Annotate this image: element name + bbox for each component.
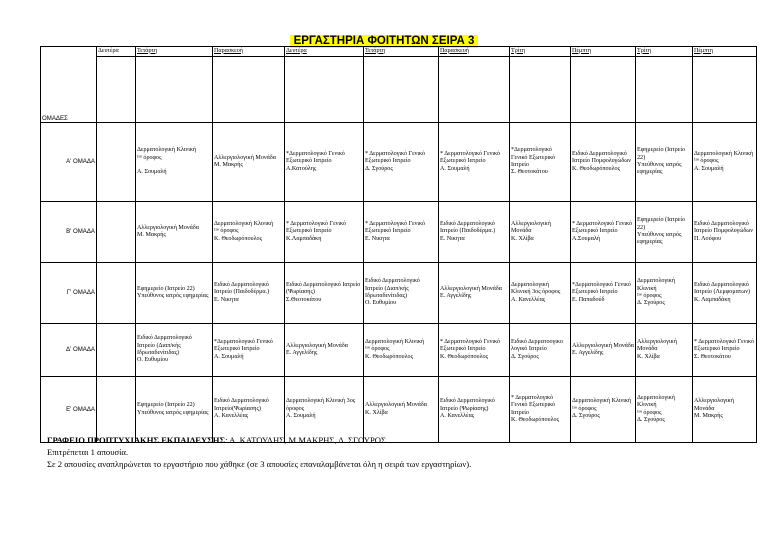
day-header: Τρίτη (510, 47, 571, 57)
instructor-name: Π. Λούφου (694, 235, 722, 242)
instructor-name: Κ. Θεοδωρόπουλος (214, 235, 262, 242)
instructor-name: Α. Σουμαλή (214, 353, 244, 360)
instructor-name: Κ.Λαμπαδάκη (286, 235, 322, 242)
instructor-name: Σ. Θεοτοκάτου (511, 169, 548, 176)
group-rows (41, 123, 757, 443)
instructor-name: Κ. Χλίβα (637, 353, 660, 360)
schedule-cell (97, 377, 136, 443)
schedule-cell (571, 263, 636, 324)
group-label: Δ' ΟΜΑΔΑ (41, 324, 97, 377)
footer-notes (47, 434, 471, 470)
instructor-name: Ε. Αγγελίδης (572, 350, 604, 356)
lab-line: Δερματολογική Κλινική (137, 147, 197, 154)
header-spacer-cell (571, 57, 636, 123)
instructor-name: Υπεύθυνος ιατρός εφημερίας (637, 162, 682, 176)
schedule-cell (571, 324, 636, 377)
instructor-name: Σ. Θεοτοκάτου (694, 353, 731, 360)
schedule-cell (510, 377, 571, 443)
day-header: Παρασκευή (213, 47, 285, 57)
instructor-name: Α.Σουμαλή (572, 235, 601, 242)
schedule-cell (97, 263, 136, 324)
lab-line: Ειδικό Δερματολογικό Ιατρείο Πομφολυγώδων (694, 220, 753, 235)
lab-line: Ειδικό Δερματολογικό Ιατρείο (Διαπ/κής Ιδρωταδενίτιδας) (137, 335, 192, 356)
document-title: ΕΡΓΑΣΤΗΡΙΑ ΦΟΙΤΗΤΩΝ ΣΕΙΡΑ 3 (290, 35, 479, 48)
schedule-cell (693, 202, 757, 263)
office-label: ΓΡΑΦΕΙΟ ΠΡΟΠΤΥΧΙΑΚΗΣ ΕΚΠΑΙΔΕΥΣΗΣ (47, 435, 226, 445)
lab-line: ¹ᵒˢ όροφος (365, 346, 390, 353)
schedule-cell (439, 324, 510, 377)
instructor-name: Ε. Νικητα (214, 296, 239, 303)
lab-line: * Δερματολογικό Γενικό Εξωτερικό Ιατρείο (286, 220, 347, 235)
lab-line: ¹ᵒˢ όροφος (572, 405, 597, 412)
header-spacer-cell (136, 57, 213, 123)
lab-line: Εφημερείο (Ιατρείο 22) (137, 402, 195, 409)
group-label: Β' ΟΜΑΔΑ (41, 202, 97, 263)
header-spacer-cell (636, 57, 693, 123)
day-header: Πέμπτη (693, 47, 757, 57)
schedule-cell (136, 123, 213, 202)
instructor-name: Α. Σουμαλή (137, 169, 167, 176)
lab-line: Ειδικό Δερματολογικό Ιατρείο (Διαπ/κής Ιδρωταδενίτιδας) (365, 278, 420, 299)
instructor-name: Ε. Νικητα (365, 235, 390, 242)
instructor-name: Κ. Χλίβα (511, 235, 534, 242)
lab-line: Αλλεργιολογική Μονάδα (440, 285, 502, 292)
lab-line: Αλλεργιολογική Μονάδα (637, 338, 677, 353)
schedule-cell (510, 202, 571, 263)
lab-line: Αλλεργιολογική Μονάδα (365, 402, 427, 409)
office-names: : Α. ΚΑΤΟΥΛΗΣ, Μ.ΜΑΚΡΗΣ, Δ. ΣΓΟΥΡΟΣ (225, 435, 386, 445)
instructor-name: Μ. Μακρής (694, 413, 723, 420)
instructor-name: Κ. Θεοδωρόπουλος (572, 165, 620, 172)
day-header: Τετάρτη (136, 47, 213, 57)
lab-line: Ειδικό Δερματολογικό Ιατρείο (Ψωρίασης) (440, 398, 495, 412)
schedule-cell (571, 202, 636, 263)
instructor-name: Ε. Αγγελίδης (286, 350, 318, 356)
instructor-name: Α. Κανελλέας (511, 296, 546, 303)
lab-line: Αλλεργιολογική Μονάδα (511, 220, 551, 235)
lab-line: ¹ᵒˢ όροφος (214, 228, 239, 235)
schedule-cell (636, 123, 693, 202)
lab-line: *Δερματολογικό Γενικό Εξωτερικό Ιατρείο (214, 338, 273, 353)
lab-line: * Δερματολογικό Γενικό Εξωτερικό Ιατρείο (365, 220, 426, 235)
schedule-cell (213, 123, 285, 202)
schedule-cell (439, 377, 510, 443)
lab-line: Ειδικό Δερματολογικό Ιατρείο Πομφολυγώδων (572, 150, 631, 165)
schedule-cell (439, 263, 510, 324)
instructor-name: Α. Σουμαλή (286, 413, 316, 420)
schedule-cell (636, 202, 693, 263)
lab-line (137, 162, 211, 169)
group-row (41, 202, 757, 263)
lab-line: * Δερματολογικό Γενικό Εξωτερικό Ιατρείο (511, 394, 556, 416)
lab-line: Δερματολογική Κλινική (572, 398, 632, 405)
schedule-cell (136, 324, 213, 377)
schedule-cell (364, 202, 439, 263)
lab-line: * Δερματολογικό Γενικό Εξωτερικό Ιατρείο (572, 220, 633, 235)
schedule-cell (213, 202, 285, 263)
lab-line: Δερματολογική Κλινική (694, 150, 754, 157)
schedule-cell (571, 123, 636, 202)
lab-line: Δερματολογική Κλινική (637, 394, 676, 409)
lab-line: Αλλεργιολογική Μονάδα (694, 398, 734, 412)
instructor-name (98, 406, 134, 413)
group-row (41, 263, 757, 324)
header-spacer-cell (97, 57, 136, 123)
instructor-name: Κ. Χλίβα (365, 409, 388, 416)
instructor-name: Δ. Σγούρος (511, 353, 539, 360)
schedule-cell (693, 324, 757, 377)
schedule-cell (439, 123, 510, 202)
lab-line: Δερματολογική Κλινική 3ος όροφος (511, 281, 561, 296)
header-spacer-row (41, 57, 757, 123)
schedule-cell (636, 377, 693, 443)
lab-line: Αλλεργιολογική Μονάδα (214, 154, 276, 161)
instructor-name: Α. Κανελλέας (214, 413, 249, 420)
schedule-cell (439, 202, 510, 263)
instructor-name: Μ. Μακρής (214, 162, 243, 168)
lab-line: Ειδικό Δερματολογικό Ιατρείο (Ψωρίασης) (286, 281, 361, 296)
group-label: Γ' ΟΜΑΔΑ (41, 263, 97, 324)
header-spacer-cell (510, 57, 571, 123)
lab-line: Δερματολογική Κλινική (365, 338, 425, 345)
lab-line: Εφημερείο (Ιατρείο 22) (637, 217, 686, 231)
instructor-name: Α. Κανελλέας (440, 413, 475, 420)
instructor-name: Α.Κατούλης (286, 165, 317, 172)
schedule-cell (285, 324, 364, 377)
group-row (41, 377, 757, 443)
instructor-name: Ε. Αγγελίδης (440, 293, 472, 299)
instructor-name (98, 289, 134, 296)
schedule-cell (510, 324, 571, 377)
instructor-name: Κ. Θεοδωρόπουλος (440, 353, 488, 360)
lab-line: ¹ᵒˢ όροφος (637, 293, 662, 299)
schedule-cell (364, 377, 439, 443)
instructor-name: Ε. Παπαδούδ (572, 296, 605, 303)
lab-line: * Δερματολογικό Γενικό Εξωτερικό Ιατρείο (365, 150, 426, 165)
schedule-cell (213, 377, 285, 443)
instructor-name: Δ. Σγούρος (365, 165, 393, 172)
instructor-name: Υπεύθυνος ιατρός εφημερίας (637, 232, 682, 246)
lab-line: ¹ᵒˢ όροφος (637, 409, 662, 416)
schedule-cell (97, 324, 136, 377)
schedule-cell (693, 377, 757, 443)
schedule-cell (364, 123, 439, 202)
lab-line: Εφημερείο (Ιατρείο 22) (637, 147, 686, 161)
instructor-name: Κ. Λαμπαδάκη (694, 296, 731, 303)
lab-line: Ειδικό Δερματολογικό Ιατρείο (Λεμφοματων) (694, 281, 751, 296)
instructor-name: Κ. Θεοδωρόπουλος (365, 353, 413, 360)
lab-line: Ειδικό Δερματολογικό Ιατρείο(Ψωρίασης) (214, 398, 269, 412)
day-header: Τετάρτη (364, 47, 439, 57)
lab-line: * Δερματολογικό Γενικό Εξωτερικό Ιατρείο (440, 150, 501, 165)
instructor-name: Ο. Ευθυμίου (365, 300, 397, 307)
group-label: Α' ΟΜΑΔΑ (41, 123, 97, 202)
lab-line: *Δερματολογικό Γενικό Εξωτερικό Ιατρείο (286, 150, 345, 165)
day-header: Δευτέρα (285, 47, 364, 57)
lab-line: * Δερματολογικό Γενικό Εξωτερικό Ιατρείο (694, 338, 755, 353)
lab-line: Αλλεργιολογική Μονάδα (286, 342, 348, 349)
instructor-name: Κ. Θεοδωρόπουλος (511, 416, 559, 423)
lab-line: Αλλεργιολογική Μονάδα (137, 224, 199, 231)
schedule-cell (97, 202, 136, 263)
instructor-name: Δ. Σγούρος (572, 413, 600, 420)
instructor-name: Υπεύθυνος ιατρός εφημερίας (137, 293, 209, 299)
instructor-name (98, 346, 134, 353)
lab-line: Δερματολογική Κλινική (214, 220, 274, 227)
lab-line: *Δερματολογικό Γενικό Εξωτερικό Ιατρείο (511, 147, 556, 168)
lab-line: Ειδικό Δερματολογικό Ιατρείο (Παιδοδέρμα.) (440, 220, 496, 235)
schedule-cell (213, 263, 285, 324)
schedule-cell (285, 202, 364, 263)
schedule-cell (636, 263, 693, 324)
absence-rule: Επιτρέπεται 1 απουσία. (47, 447, 129, 457)
schedule-cell (693, 123, 757, 202)
day-header: Τρίτη (636, 47, 693, 57)
instructor-name (98, 158, 134, 165)
lab-line: * Δερματολογικό Γενικό Εξωτερικό Ιατρείο (440, 338, 501, 353)
instructor-name: Σ.Θεοτοκάτου (286, 296, 322, 303)
header-spacer-cell (439, 57, 510, 123)
schedule-cell (693, 263, 757, 324)
schedule-cell (285, 123, 364, 202)
instructor-name: Μ. Μακρής (137, 232, 166, 238)
schedule-cell (136, 202, 213, 263)
makeup-rule: Σε 2 απουσίες αναπληρώνεται το εργαστήριο που χάθηκε (σε 3 απουσίες επαναλαμβάνεται όλη η σειρά των εργαστηρίων). (47, 459, 472, 469)
group-row (41, 324, 757, 377)
day-header: Πέμπτη (571, 47, 636, 57)
lab-line: Ειδικό Δερματοογικο λογικό Ιατρείο (511, 338, 563, 353)
group-row (41, 123, 757, 202)
instructor-name: Υπεύθυνος ιατρός εφημερίας (137, 409, 209, 416)
header-spacer-cell (693, 57, 757, 123)
instructor-name (98, 228, 134, 235)
schedule-cell (571, 377, 636, 443)
instructor-name: Δ. Σγούρος (637, 416, 665, 423)
lab-line: Ειδικό Δερματολογικό Ιατρείο (Παιδοδέρμα.) (214, 281, 270, 296)
header-spacer-cell (364, 57, 439, 123)
instructor-name: Α. Σουμαλή (694, 165, 724, 172)
schedule-cell (136, 377, 213, 443)
instructor-name: Α. Σουμαλή (440, 165, 470, 172)
schedule-cell (510, 263, 571, 324)
instructor-name: Ο. Ευθυμίου (137, 357, 169, 364)
lab-line: Αλλεργιολογική Μονάδα (572, 342, 634, 349)
day-header-row (41, 47, 757, 57)
office-line (47, 434, 471, 446)
lab-line: Δερματολογική Κλινική (637, 278, 676, 292)
schedule-cell (285, 377, 364, 443)
header-spacer-cell (213, 57, 285, 123)
schedule-cell (364, 324, 439, 377)
schedule-cell (285, 263, 364, 324)
schedule-cell (97, 123, 136, 202)
schedule-table (40, 46, 757, 443)
lab-line: ¹ᵒˢ όροφος (694, 158, 719, 165)
lab-line: Δερματολογική Κλινική 3ος όροφος (286, 398, 356, 412)
schedule-cell (213, 324, 285, 377)
schedule-cell (636, 324, 693, 377)
lab-line: Εφημερείο (Ιατρείο 22) (137, 285, 195, 292)
instructor-name: Δ. Σγούρος (637, 300, 665, 307)
lab-line: *Δερματολογικό Γενικό Εξωτερικό Ιατρείο (572, 281, 631, 296)
group-label: Ε' ΟΜΑΔΑ (41, 377, 97, 443)
lab-line: ¹ᵒˢ όροφος (137, 154, 162, 161)
schedule-cell (510, 123, 571, 202)
corner-label: ΟΜΑΔΕΣ (41, 47, 97, 123)
day-header: Δευτέρα (97, 47, 136, 57)
day-header: Παρασκευή (439, 47, 510, 57)
schedule-cell (136, 263, 213, 324)
schedule-cell (364, 263, 439, 324)
header-spacer-cell (285, 57, 364, 123)
instructor-name: Ε. Νικητα (440, 235, 465, 242)
